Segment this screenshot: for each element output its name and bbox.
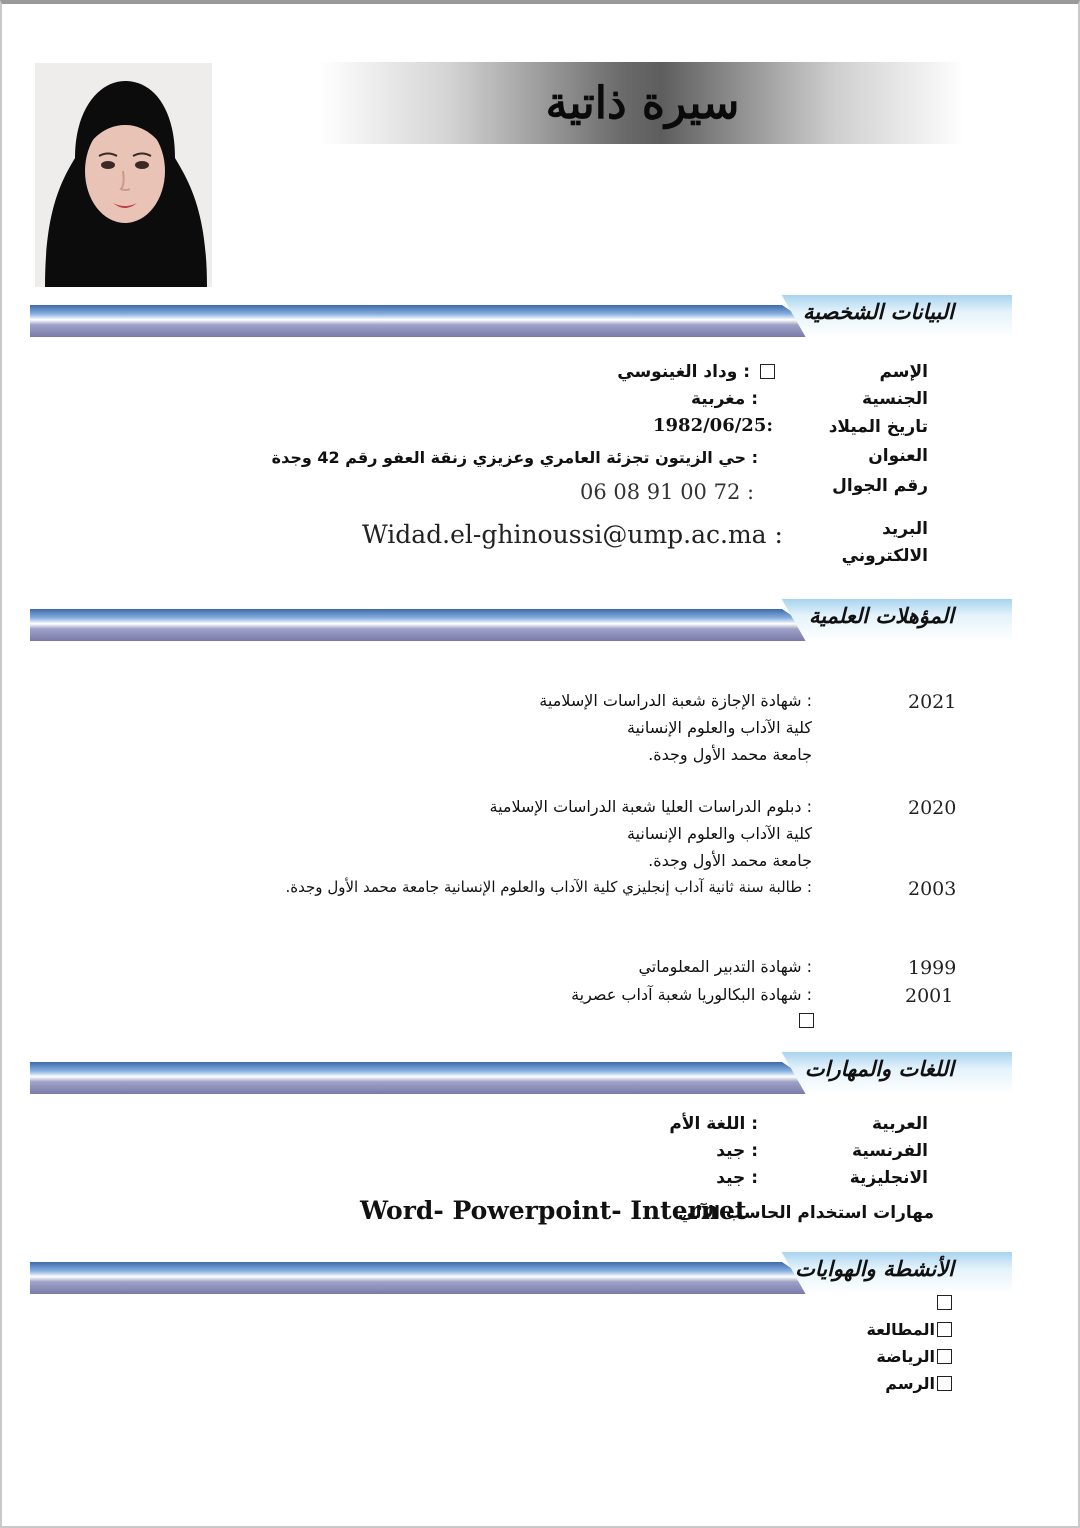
- section-title-education: المؤهلات العلمية: [809, 603, 954, 628]
- french-label: الفرنسية: [852, 1141, 928, 1161]
- email-label-line1: البريد: [882, 519, 928, 539]
- address-label: العنوان: [868, 446, 928, 466]
- education-line: كلية الآداب والعلوم الإنسانية: [626, 824, 812, 843]
- education-line: : شهادة التدبير المعلوماتي: [638, 957, 812, 976]
- birth-label: تاريخ الميلاد: [828, 417, 928, 437]
- section-header-personal: [30, 295, 1012, 341]
- education-line: : دبلوم الدراسات العليا شعبة الدراسات الإسلامية: [489, 797, 812, 816]
- education-line: : طالبة سنة ثانية آداب إنجليزي كلية الآداب والعلوم الإنسانية جامعة محمد الأول وجدة.: [285, 878, 812, 896]
- computer-skills-label: مهارات استخدام الحاسب الآلي: [677, 1203, 934, 1223]
- arabic-value: : اللغة الأم: [669, 1114, 758, 1134]
- education-year: 2020: [908, 797, 957, 819]
- education-year: 1999: [908, 957, 957, 979]
- checkbox: [760, 364, 775, 379]
- education-line: كلية الآداب والعلوم الإنسانية: [626, 718, 812, 737]
- english-value: : جيد: [716, 1168, 758, 1188]
- phone-label: رقم الجوال: [832, 476, 928, 496]
- french-value: : جيد: [716, 1141, 758, 1161]
- checkbox: [937, 1295, 952, 1310]
- hobby-item: الرسم: [885, 1374, 935, 1393]
- checkbox: [937, 1376, 952, 1391]
- hobby-item: الرياضة: [876, 1347, 935, 1366]
- email-label-line2: الالكتروني: [841, 546, 928, 566]
- arabic-label: العربية: [871, 1114, 928, 1134]
- phone-value: 06 08 91 00 72 :: [580, 480, 755, 504]
- checkbox: [937, 1349, 952, 1364]
- page-title: سيرة ذاتية: [545, 77, 740, 129]
- nationality-label: الجنسية: [862, 389, 928, 409]
- checkbox: [937, 1322, 952, 1337]
- section-header-hobbies: [30, 1252, 1012, 1298]
- computer-skills-value: Word- Powerpoint- Internet: [360, 1196, 747, 1225]
- birth-value: 1982/06/25:: [653, 415, 773, 436]
- education-year: 2001: [905, 985, 954, 1007]
- section-title-personal: البيانات الشخصية: [803, 299, 954, 324]
- name-value: : وداد الغينوسي: [617, 362, 750, 382]
- education-line: : شهادة البكالوريا شعبة آداب عصرية: [571, 985, 812, 1004]
- email-value: Widad.el-ghinoussi@ump.ac.ma :: [362, 520, 783, 549]
- name-label: الإسم: [879, 362, 928, 382]
- education-line: جامعة محمد الأول وجدة.: [648, 851, 812, 870]
- section-title-languages: اللغات والمهارات: [804, 1056, 954, 1081]
- nationality-value: : مغربية: [690, 389, 758, 409]
- checkbox: [799, 1013, 814, 1028]
- section-header-languages: [30, 1052, 1012, 1098]
- education-line: جامعة محمد الأول وجدة.: [648, 745, 812, 764]
- profile-photo: [35, 63, 212, 287]
- education-line: : شهادة الإجازة شعبة الدراسات الإسلامية: [539, 691, 812, 710]
- english-label: الانجليزية: [849, 1168, 928, 1188]
- hobby-item: المطالعة: [866, 1320, 935, 1339]
- section-header-education: [30, 599, 1012, 645]
- education-year: 2021: [908, 691, 957, 713]
- section-title-hobbies: الأنشطة والهوايات: [795, 1256, 954, 1281]
- address-value: : حي الزيتون تجزئة العامري وعزيزي زنقة العفو رقم 42 وجدة: [271, 448, 758, 467]
- education-year: 2003: [908, 878, 957, 900]
